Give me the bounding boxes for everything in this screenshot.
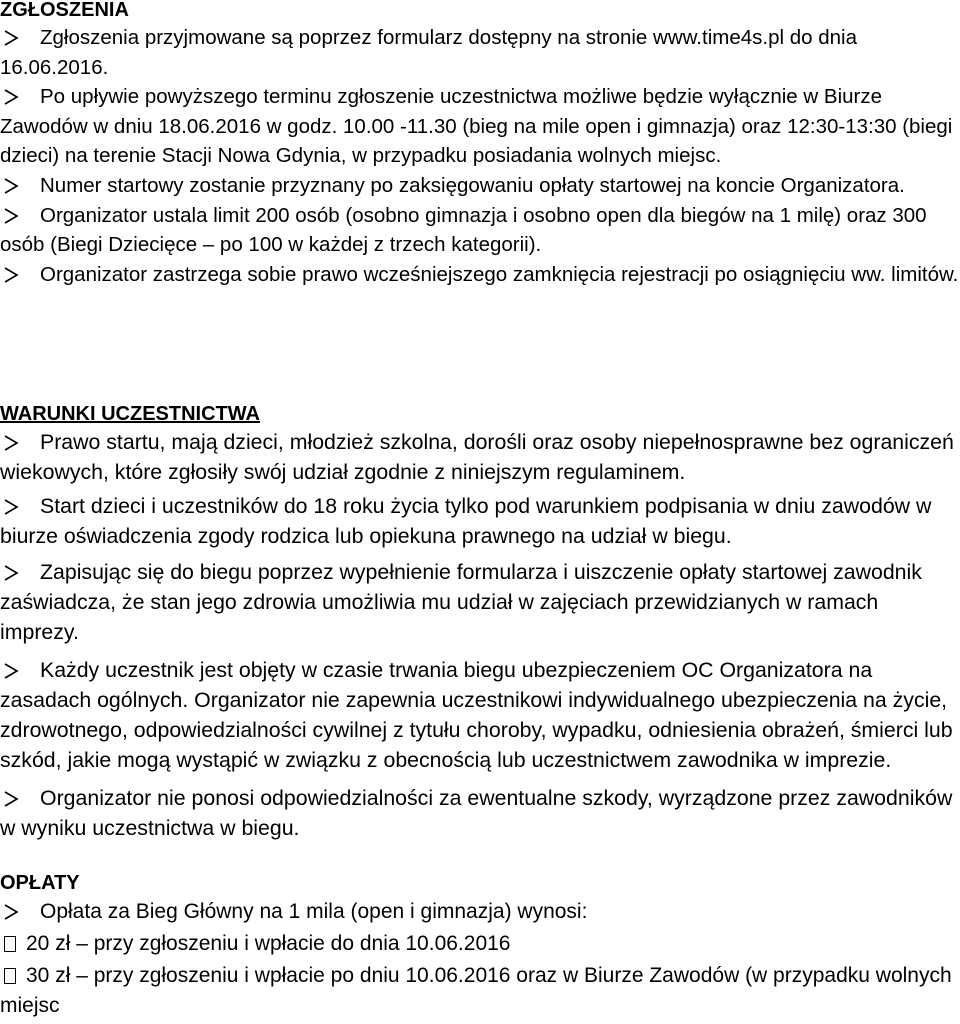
arrow-bullet-icon <box>0 564 26 582</box>
arrow-bullet-icon <box>0 266 26 284</box>
list-item <box>0 655 960 775</box>
list-item <box>0 491 960 551</box>
arrow-bullet-icon <box>0 903 26 921</box>
square-bullet-icon <box>4 968 16 984</box>
arrow-bullet-icon <box>0 498 26 516</box>
list-item <box>0 82 960 171</box>
list-item <box>0 783 960 843</box>
list-item <box>0 171 960 201</box>
fee-option-text: 30 zł – przy zgłoszeniu i wpłacie po dniu 10.06.2016 oraz w Biurze Zawodów (w przypadku wolnych miejsc <box>0 964 952 1017</box>
list-item-text: Organizator nie ponosi odpowiedzialności za ewentualne szkody, wyrządzone przez zawodników w wyniku uczestnictwa w biegu. <box>0 786 953 840</box>
list-item-text: Numer startowy zostanie przyznany po zaksięgowaniu opłaty startowej na koncie Organizatora. <box>40 173 905 197</box>
section-heading-zgloszenia: ZGŁOSZENIA <box>0 0 129 21</box>
list-item <box>0 23 960 82</box>
arrow-bullet-icon <box>0 88 26 106</box>
section-heading-oplaty: OPŁATY <box>0 872 80 894</box>
list-item-text: Organizator ustala limit 200 osób (osobno gimnazja i osobno open dla biegów na 1 milę) oraz 300 osób (Biegi Dziecięce – po 100 w każdej z trzech kategorii). <box>0 203 927 257</box>
section-warunki <box>0 427 960 843</box>
section-oplaty <box>0 897 960 1021</box>
square-bullet-icon <box>4 936 16 952</box>
list-item <box>0 201 960 260</box>
list-item-text: Prawo startu, mają dzieci, młodzież szkolna, dorośli oraz osoby niepełnosprawne bez ograniczeń wiekowych, które zgłosiły swój udział zgodnie z niniejszym regulaminem. <box>0 430 954 484</box>
arrow-bullet-icon <box>0 207 26 225</box>
fee-option-text: 20 zł – przy zgłoszeniu i wpłacie do dnia 10.06.2016 <box>26 932 511 955</box>
list-item-text: Każdy uczestnik jest objęty w czasie trwania biegu ubezpieczeniem OC Organizatora na zasadach ogólnych. Organizator nie zapewnia uczestnikowi indywidualnego ubezpieczenia na życie, zdrowotnego, odpowiedzialności cywilnej z tytułu choroby, wypadku, odniesienia obrażeń, śmierci lub szkód, jakie mogą wystąpić w związku z obecnością lub uczestnictwem zawodnika w imprezie. <box>0 658 953 772</box>
list-item-text: Opłata za Bieg Główny na 1 mila (open i gimnazja) wynosi: <box>40 900 588 923</box>
fee-option <box>0 961 960 1021</box>
section-zgloszenia <box>0 23 960 289</box>
list-item <box>0 260 960 290</box>
list-item-text: Po upływie powyższego terminu zgłoszenie uczestnictwa możliwe będzie wyłącznie w Biurze Zawodów w dniu 18.06.2016 w godz. 10.00 -11.30 (bieg na mile open i gimnazja) oraz 12:30-13:30 (biegi dzieci) na terenie Stacji Nowa Gdynia, w przypadku posiadania wolnych miejsc. <box>0 85 953 168</box>
list-item <box>0 557 960 647</box>
list-item <box>0 427 960 487</box>
section-heading-warunki: WARUNKI UCZESTNICTWA <box>0 403 260 425</box>
arrow-bullet-icon <box>0 662 26 680</box>
fee-option <box>0 929 960 959</box>
list-item <box>0 897 960 927</box>
list-item-text: Start dzieci i uczestników do 18 roku życia tylko pod warunkiem podpisania w dniu zawodów w biurze oświadczenia zgody rodzica lub opiekuna prawnego na udział w biegu. <box>0 494 932 548</box>
arrow-bullet-icon <box>0 434 26 452</box>
list-item-text: Zgłoszenia przyjmowane są poprzez formularz dostępny na stronie www.time4s.pl do dnia 16.06.2016. <box>0 26 857 79</box>
arrow-bullet-icon <box>0 177 26 195</box>
arrow-bullet-icon <box>0 29 26 47</box>
arrow-bullet-icon <box>0 790 26 808</box>
list-item-text: Zapisując się do biegu poprzez wypełnienie formularza i uiszczenie opłaty startowej zawodnik zaświadcza, że stan jego zdrowia umożliwia mu udział w zajęciach przewidzianych w ramach imprezy. <box>0 560 922 644</box>
list-item-text: Organizator zastrzega sobie prawo wcześniejszego zamknięcia rejestracji po osiągnięciu ww. limitów. <box>40 262 959 286</box>
